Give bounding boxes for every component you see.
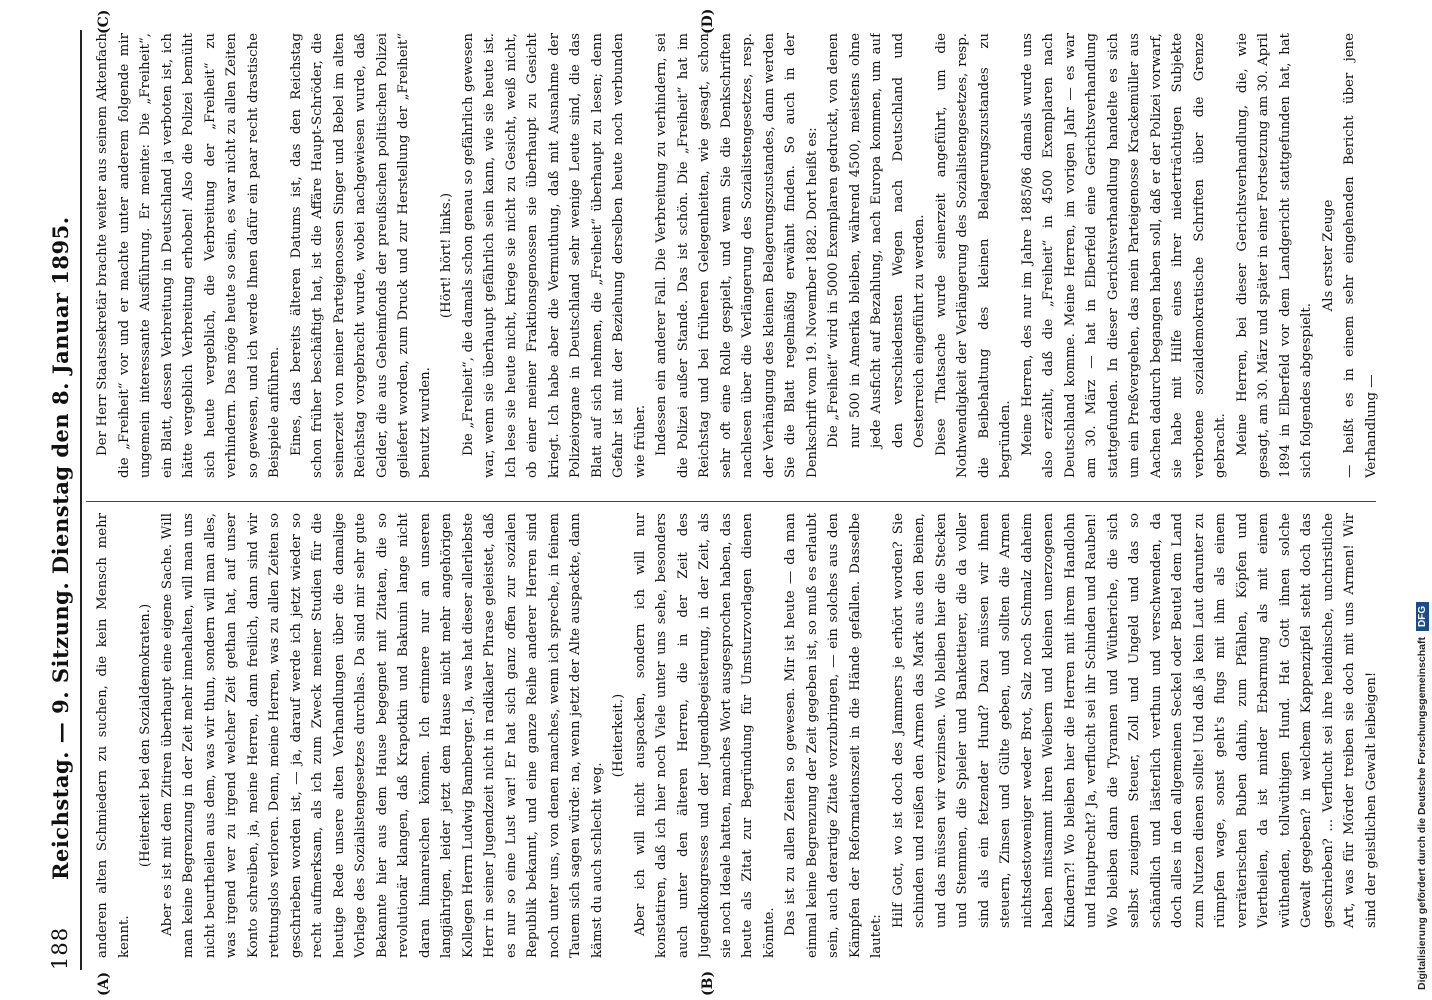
margin-mark-d: (D)	[700, 8, 716, 34]
quotation: Die „Freiheit“ wird in 5000 Exemplaren gedruckt, von denen nur 500 in Amerika bleiben, während 4500, meistens ohne jede Ausficht auf Bezahlung, nach Europa kommen, um auf den verschiedensten Wegen nach Deutschland und Oesterreich eingeführt zu werden.	[826, 33, 927, 448]
column-divider	[86, 501, 1376, 502]
dfg-logo: DFG	[1416, 602, 1429, 631]
paragraph: Als erster Zeuge	[1320, 199, 1336, 312]
margin-mark-a: (A)	[96, 971, 112, 996]
page-header	[40, 30, 82, 970]
paragraph: Das ist zu allen Zeiten so gewesen. Mir ist heute — da man einmal keine Begrenzung der Zeit gegeben ist, so muß es erlaubt sein, auch derartige Zitate vorzubringen, — ein solches aus den Kämpfen der Reformationszeit in die Hände gefallen. Dasselbe lautet:	[783, 513, 884, 958]
paragraph: Meine Herren, des nur im Jahre 1885/86 damals wurde uns also erzählt, daß die „Freiheit“ in 4500 Exemplaren nach Deutschland komme. Meine Herren, im vorigen Jahr — es war am 30. März — hat in Elberfeld eine Gerichtsverhandlung stattgefunden. In dieser Gerichtsverhandlung handelte es sich um ein Preßvergehen, das mein Parteigenosse Krackemüller aus Aachen dadurch begangen haben soll, daß er der Polizei vorwarf, sie habe mit Hilfe eines ihrer niederträchtigen Subjekte verbotene sozialdemokratische Schriften über die Grenze gebracht.	[1019, 33, 1228, 478]
paragraph: Eines, das bereits älteren Datums ist, das den Reichstag schon früher beschäftigt hat, ist die Affäre Haupt-Schröder, die seinerzeit von meiner Parteigenossen Singer und Bebel im alten Reichstag vorgebracht wurde, wobei nachgewiesen wurde, daß Gelder, die aus Geheimfonds der preußischen politischen Polizei geliefert worden, zum Druck und zur Herstellung der „Freiheit“ benutzt wurden.	[288, 33, 433, 478]
margin-mark-b: (B)	[700, 970, 716, 996]
running-head: Reichstag. — 9. Sitzung. Dienstag den 8. Januar 1895.	[48, 216, 73, 880]
stage-direction: (Hört! hört! links.)	[439, 192, 454, 319]
paragraph: anderen alten Schmiedern zu suchen, die kein Mensch mehr kennt.	[95, 513, 132, 958]
paragraph: Meine Herren, bei dieser Gerichtsverhandlung, die, wie gesagt, am 30. März und später in einer Fortsetzung am 30. April 1894 in Elberfeld vor dem Landgericht stattgefunden hat, hat sich folgendes abgespielt.	[1234, 33, 1314, 478]
paragraph: Diese Thatsache wurde seinerzeit angeführt, um die Nothwendigkeit der Verlängerung des Sozialistengesetzes, resp. die Beibehaltung des kleinen Belagerungszustandes zu begründen.	[933, 33, 1013, 478]
margin-mark-c: (C)	[96, 9, 112, 34]
digitization-notice-text: Digitalisierung gefördert durch die Deutsche Forschungsgemeinschaft	[1416, 637, 1428, 990]
digitization-notice	[1408, 0, 1432, 1000]
stage-direction: (Heiterkeit.)	[611, 693, 626, 778]
page-number: 188	[48, 926, 72, 970]
quotation: Hilf Gott, wo ist doch des Jammers je erhört worden? Sie schinden und reißen den Armen das Mark aus den Beinen, und das müssen wir verzinsen. Wo bleiben hier die Stecken und Stemmen, die Spieler und Bankettierer, die da voller sind als ein fetzender Hund? Dazu müssen wir ihnen steuern, Zinsen und Gülte geben, und sollten die Armen nichtsdestoweniger weder Brot, Salz noch Schmalz daheim haben mitsammt ihren Weibern und kleinen unerzogenen Kindern?! Wo bleiben hier die Herren mit ihrem Handlohn und Hauptrecht? Ja, verflucht sei ihr Schinden und Rauben! Wo bleiben dann die Tyrannen und Wütheriche, die sich selbst zueignen Steuer, Zoll und Ungeld und das so schändlich und lästerlich verthun und verschwenden, da doch alles in den allgemeinen Seckel oder Beutel dem Land zum Nutzen dienen sollte! Und daß ja kein Laut darunter zu rümpfen wage, sonst geht's flugs mit ihm als einem verräterischen Buben dahin, zum Pfählen, Köpfen und Viertheilen, da ist minder Erbarmung als mit einem wüthenden, tollwüthigen Hund. Hat Gott ihnen solche Gewalt gegeben? in welchem Kappenzipfel steht doch das geschrieben? ... Verflucht sei ihre heidnische, unchristliche Art, was für Mörder treiben sie doch mit uns Armen! Wir sind der geistlichen Gewalt leibeigen!	[890, 513, 1379, 928]
stage-direction: (Heiterkeit bei den Sozialdemokraten.)	[138, 603, 153, 868]
right-column	[92, 33, 1382, 478]
paragraph: Aber ich will nicht auspacken, sondern ich will nur konstatiren, daß ich hier noch Viele unter uns sehe, besonders auch unter den älteren Herren, die in der Zeit des Jugendkongresses und der Jugendbegeisterung, in der Zeit, als sie noch Ideale hatten, manches Wort ausgesprochen haben, das heute als Zitat zur Begründung für Umsturzvorlagen dienen könnte.	[632, 513, 777, 958]
paragraph: Aber es ist mit dem Zitiren überhaupt eine eigene Sache. Will man keine Begrenzung in der Zeit mehr innehalten, will man uns nicht beurtheilen aus dem, was wir thun, sondern will man alles, was irgend wer zu irgend welcher Zeit gethan hat, auf unser Konto schreiben, ja, meine Herren, dann freilich, dann sind wir rettungslos verloren. Denn, meine Herren, was zu allen Zeiten so geschrieben worden ist, — ja, darauf werde ich jetzt wieder so recht aufmerksam, als ich zum Zweck meiner Studien für die heutige Rede unsere alten Verhandlungen über die damalige Vorlage des Sozialistengesetzes durchlas. Da sind mir sehr gute Bekannte hier aus dem Hause begegnet mit Zitaten, die so revolutionär klangen, daß Krapotkin und Bakunin lange nicht daran hinanreichen können. Ich erinnere nur an unseren langjährigen, leider jetzt dem Hause nicht mehr angehörigen Kollegen Herrn Ludwig Bamberger. Ja, was hat dieser allerliebste Herr in seiner Jugendzeit nicht in radikaler Phrase geleistet, daß es nur so eine Lust war! Er hat sich ganz offen zur sozialen Republik bekannt, und eine ganze Reihe anderer Herren sind noch unter uns, von denen manches, wenn ich spreche, in feinem Tauem sich sagen würde: na, wenn jetzt der Alte auspackte, dann kämst du auch schlecht weg.	[159, 513, 605, 958]
paragraph: Die „Freiheit“, die damals schon genau so gefährlich gewesen war, wenn sie überhaupt gefährlich sein kann, wie sie heute ist. Ich lese sie heute nicht, kriege sie nicht zu Gesicht, weiß nicht, ob einer meiner Fraktionsgenossen sie überhaupt zu Gesicht kriegt. Ich habe aber die Vermuthung, daß mit Ausnahme der Polizeiorgane in Deutschland sehr wenige Leute sind, die das Blatt auf sich nehmen, die „Freiheit“ überhaupt zu lesen; denn Gefahr ist mit der Beziehung derselben heute noch verbunden wie früher.	[460, 33, 648, 478]
paragraph: Der Herr Staatssekretär brachte weiter aus seinem Aktenfach die „Freiheit“ vor und er machte unter anderem folgende mir ungemein interessante Ausführung. Er meinte: Die „Freiheit“, ein Blatt, dessen Verbreitung in Deutschland ja verboten ist, ich hätte vergeblich Verbreitung erhoben! Also die Polizei bemüht sich heute vergeblich, die Verbreitung der „Freiheit“ zu verhindern. Das möge heute so sein, es war nicht zu allen Zeiten so gewesen, und ich werde Ihnen dafür ein paar recht drastische Beispiele anführen.	[95, 33, 282, 478]
paragraph: Indessen ein anderer Fall. Die Verbreitung zu verhindern, sei die Polizei außer Stande. Das ist schön. Die „Freiheit“ hat im Reichstag und bei früheren Gelegenheiten, wie gesagt, schon sehr oft eine Rolle gespielt, und wenn Sie die Denkschriften nachlesen über die Verlängerung des Sozialistengesetzes, resp. der Verhängung des kleinen Belagerungszustandes, dann werden Sie die Blatt regelmäßig erwähnt finden. So auch in der Denkschrift vom 19. November 1882. Dort heißt es:	[654, 33, 820, 478]
left-column	[92, 513, 1382, 958]
paragraph: — heißt es in einem sehr eingehenden Bericht über jene Verhandlung —	[1342, 33, 1379, 478]
